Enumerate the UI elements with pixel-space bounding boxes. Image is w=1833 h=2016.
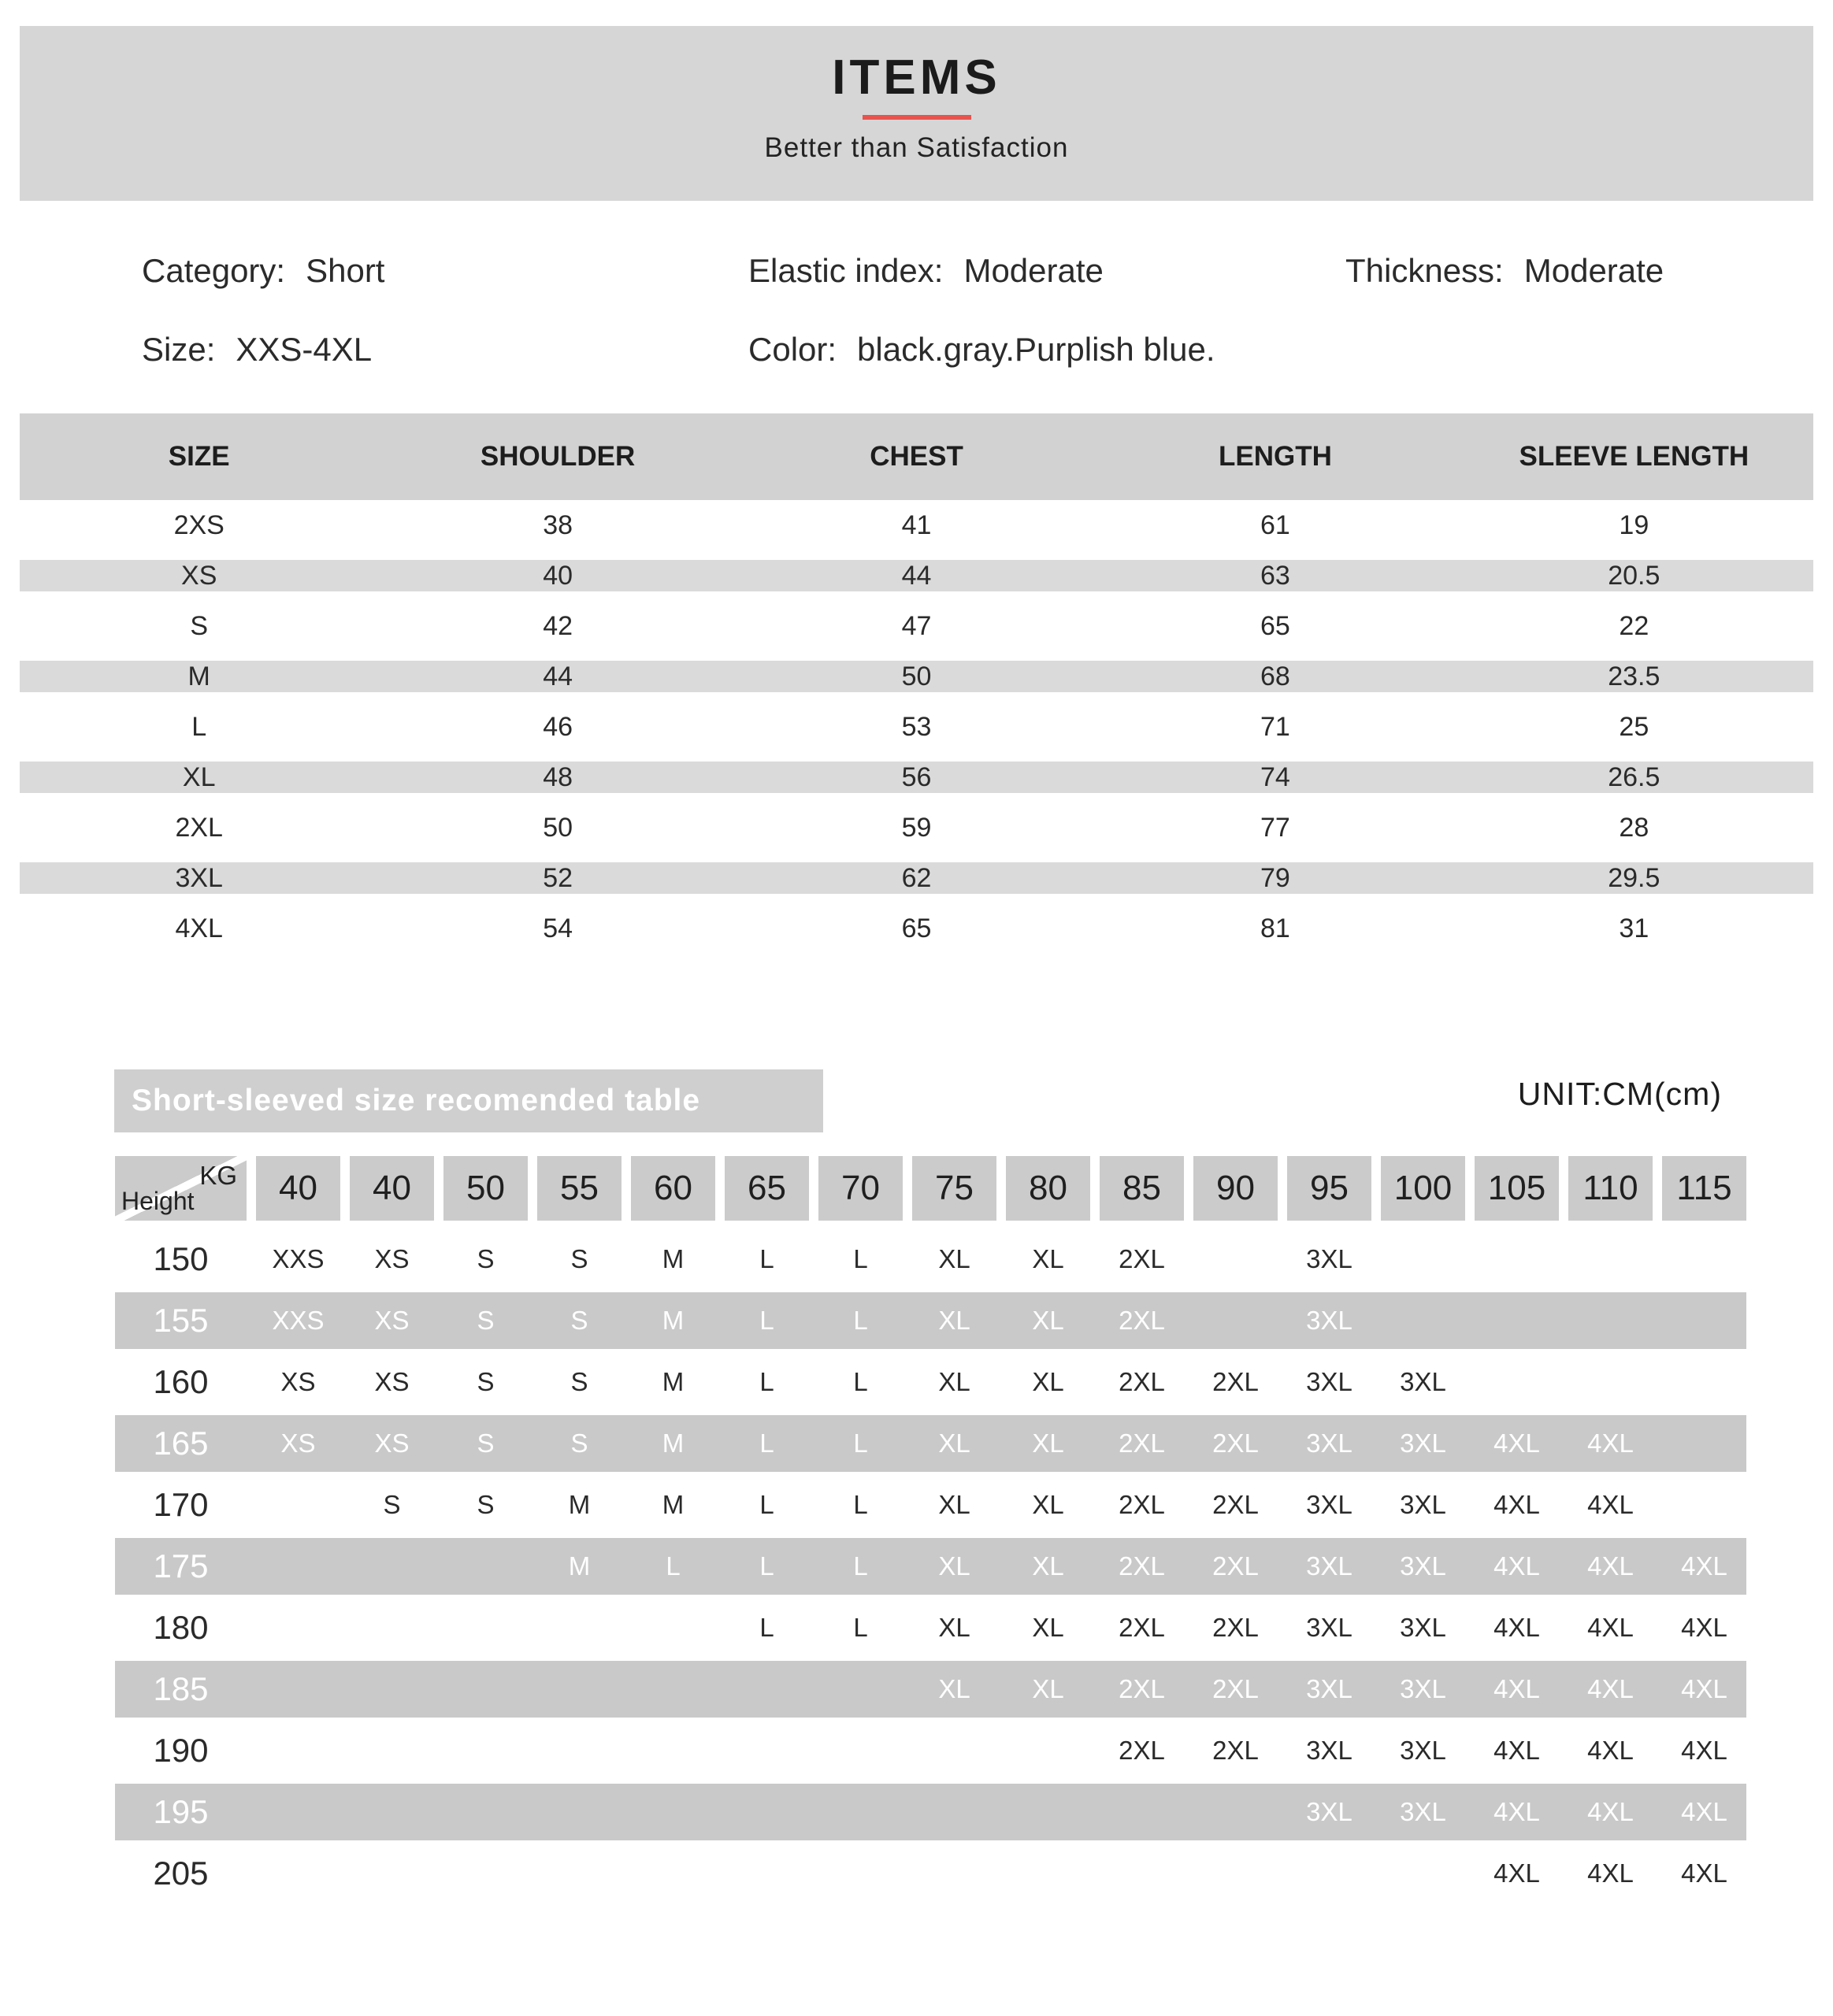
size-recommendation-cell: 2XL bbox=[1212, 1429, 1259, 1458]
kg-axis-label: KG bbox=[199, 1161, 237, 1190]
size-recommendation-cell: L bbox=[853, 1367, 868, 1396]
size-recommendation-cell: 3XL bbox=[1306, 1736, 1352, 1765]
weight-header-cell: 90 bbox=[1193, 1156, 1278, 1221]
size-recommendation-cell: 3XL bbox=[1306, 1551, 1352, 1581]
height-value: 205 bbox=[153, 1855, 209, 1892]
size-recommendation-cell: XL bbox=[938, 1429, 970, 1458]
table-cell: M bbox=[187, 661, 210, 691]
size-recommendation-cell: 3XL bbox=[1400, 1797, 1446, 1826]
size-recommendation-cell: 3XL bbox=[1400, 1613, 1446, 1642]
size-recommendation-cell: L bbox=[853, 1613, 868, 1642]
table-cell: 29.5 bbox=[1608, 862, 1660, 893]
table-cell: 63 bbox=[1260, 560, 1290, 591]
matrix-row bbox=[115, 1658, 1746, 1720]
size-recommendation-cell: XS bbox=[374, 1367, 410, 1396]
size-recommendation-cell: 3XL bbox=[1306, 1429, 1352, 1458]
size-recommendation-cell: S bbox=[477, 1244, 495, 1273]
size-recommendation-cell: 4XL bbox=[1493, 1797, 1540, 1826]
size-recommendation-cell: 3XL bbox=[1306, 1244, 1352, 1273]
size-recommendation-cell: 2XL bbox=[1212, 1367, 1259, 1396]
table-cell: 81 bbox=[1260, 913, 1290, 943]
size-recommendation-cell: 2XL bbox=[1212, 1613, 1259, 1642]
size-recommendation-cell: 4XL bbox=[1681, 1797, 1727, 1826]
size-recommendation-cell: 2XL bbox=[1119, 1490, 1165, 1519]
size-recommendation-cell: 4XL bbox=[1681, 1736, 1727, 1765]
size-recommendation-cell: XL bbox=[1032, 1306, 1064, 1335]
height-value: 195 bbox=[153, 1793, 209, 1830]
table-cell: 48 bbox=[543, 762, 573, 792]
table-row bbox=[20, 500, 1813, 550]
table-cell: 62 bbox=[901, 862, 932, 893]
attribute-value: Moderate bbox=[1523, 252, 1664, 289]
attribute-value: Moderate bbox=[963, 252, 1104, 289]
size-recommendation-cell: XL bbox=[938, 1613, 970, 1642]
size-recommendation-cell: 4XL bbox=[1493, 1613, 1540, 1642]
table-cell: 31 bbox=[1619, 913, 1649, 943]
weight-header-cell: 110 bbox=[1568, 1156, 1653, 1221]
size-recommendation-cell: XL bbox=[938, 1244, 970, 1273]
attribute-category bbox=[142, 252, 384, 290]
size-recommendation-cell: L bbox=[853, 1429, 868, 1458]
attribute-value: black.gray.Purplish blue. bbox=[857, 331, 1215, 368]
size-recommendation-cell: 4XL bbox=[1681, 1613, 1727, 1642]
size-recommendation-cell: 3XL bbox=[1400, 1551, 1446, 1581]
size-recommendation-cell: M bbox=[568, 1490, 591, 1519]
size-recommendation-cell: 2XL bbox=[1119, 1551, 1165, 1581]
table-cell: 59 bbox=[901, 812, 932, 843]
page-title: ITEMS bbox=[832, 50, 1001, 105]
size-recommendation-cell: S bbox=[477, 1490, 495, 1519]
table-cell: 61 bbox=[1260, 510, 1290, 540]
title-underline bbox=[863, 115, 971, 120]
table-cell: 4XL bbox=[175, 913, 223, 943]
table-cell: 40 bbox=[543, 560, 573, 591]
height-axis-label: Height bbox=[121, 1187, 195, 1215]
table-cell: 42 bbox=[543, 610, 573, 641]
size-recommendation-cell: S bbox=[477, 1367, 495, 1396]
table-cell: 38 bbox=[543, 510, 573, 540]
size-recommendation-cell: S bbox=[570, 1306, 588, 1335]
table-cell: 56 bbox=[901, 762, 932, 792]
table-cell: 65 bbox=[901, 913, 932, 943]
table-cell: 50 bbox=[901, 661, 932, 691]
table-cell: 74 bbox=[1260, 762, 1290, 792]
size-recommendation-cell: XXS bbox=[272, 1244, 325, 1273]
table-cell: 54 bbox=[543, 913, 573, 943]
size-recommendation-cell: XL bbox=[1032, 1429, 1064, 1458]
size-recommendation-cell: 4XL bbox=[1493, 1674, 1540, 1703]
size-recommendation-cell: 3XL bbox=[1306, 1797, 1352, 1826]
table-cell: 50 bbox=[543, 812, 573, 843]
size-recommendation-cell: XXS bbox=[272, 1306, 325, 1335]
size-recommendation-cell: 2XL bbox=[1119, 1367, 1165, 1396]
size-recommendation-cell: S bbox=[570, 1244, 588, 1273]
size-recommendation-cell: L bbox=[853, 1490, 868, 1519]
size-recommendation-cell: 2XL bbox=[1212, 1674, 1259, 1703]
size-recommendation-cell: M bbox=[662, 1306, 685, 1335]
size-recommendation-cell: 4XL bbox=[1587, 1490, 1634, 1519]
column-header-chest: CHEST bbox=[870, 441, 963, 472]
size-recommendation-cell: L bbox=[759, 1551, 774, 1581]
table-row bbox=[20, 853, 1813, 903]
unit-label: UNIT:CM(cm) bbox=[1517, 1076, 1722, 1112]
attribute-label: Category: bbox=[142, 252, 286, 289]
height-value: 160 bbox=[153, 1363, 209, 1400]
table-row bbox=[20, 651, 1813, 702]
table-cell: 22 bbox=[1619, 610, 1649, 641]
table-row bbox=[20, 802, 1813, 853]
table-cell: S bbox=[190, 610, 209, 641]
weight-header-cell: 115 bbox=[1662, 1156, 1746, 1221]
size-recommendation-cell: XL bbox=[938, 1551, 970, 1581]
measurement-table-header bbox=[20, 413, 1813, 500]
column-header-size: SIZE bbox=[168, 441, 230, 472]
table-cell: 25 bbox=[1619, 711, 1649, 742]
size-recommendation-cell: 3XL bbox=[1400, 1736, 1446, 1765]
weight-header-cell: 95 bbox=[1287, 1156, 1371, 1221]
attribute-label: Color: bbox=[748, 331, 837, 368]
size-recommendation-cell: 4XL bbox=[1587, 1429, 1634, 1458]
table-cell: 41 bbox=[901, 510, 932, 540]
size-recommendation-cell: L bbox=[853, 1244, 868, 1273]
height-value: 180 bbox=[153, 1609, 209, 1646]
weight-header-cell: 85 bbox=[1100, 1156, 1184, 1221]
size-recommendation-cell: 3XL bbox=[1400, 1490, 1446, 1519]
column-header-shoulder: SHOULDER bbox=[480, 441, 636, 472]
brand-tagline: Better than Satisfaction bbox=[764, 132, 1069, 163]
size-recommendation-cell: M bbox=[568, 1551, 591, 1581]
column-header-length: LENGTH bbox=[1218, 441, 1332, 472]
size-recommendation-cell: 4XL bbox=[1493, 1551, 1540, 1581]
column-header-sleeve-length: SLEEVE LENGTH bbox=[1519, 441, 1750, 472]
size-recommendation-cell: 2XL bbox=[1119, 1244, 1165, 1273]
size-recommendation-cell: XL bbox=[1032, 1613, 1064, 1642]
table-cell: 28 bbox=[1619, 812, 1649, 843]
table-cell: 53 bbox=[901, 711, 932, 742]
table-cell: 47 bbox=[901, 610, 932, 641]
weight-header-cell: 100 bbox=[1381, 1156, 1465, 1221]
table-cell: 52 bbox=[543, 862, 573, 893]
matrix-row bbox=[115, 1228, 1746, 1290]
weight-header-cell: 80 bbox=[1006, 1156, 1090, 1221]
attribute-value: XXS-4XL bbox=[236, 331, 373, 368]
size-recommendation-cell: XS bbox=[280, 1429, 316, 1458]
attribute-value: Short bbox=[306, 252, 385, 289]
size-recommendation-matrix bbox=[115, 1156, 1746, 1904]
size-recommendation-cell: 2XL bbox=[1119, 1674, 1165, 1703]
size-recommendation-cell: 2XL bbox=[1119, 1736, 1165, 1765]
size-recommendation-cell: L bbox=[759, 1306, 774, 1335]
size-recommendation-cell: 3XL bbox=[1306, 1674, 1352, 1703]
matrix-row bbox=[115, 1290, 1746, 1351]
size-recommendation-cell: M bbox=[662, 1429, 685, 1458]
table-cell: 23.5 bbox=[1608, 661, 1660, 691]
table-cell: 2XL bbox=[175, 812, 223, 843]
attribute-label: Size: bbox=[142, 331, 216, 368]
size-recommendation-cell: 4XL bbox=[1587, 1858, 1634, 1888]
size-recommendation-cell: 2XL bbox=[1119, 1613, 1165, 1642]
table-cell: 19 bbox=[1619, 510, 1649, 540]
table-row bbox=[20, 702, 1813, 752]
attribute-elastic-index bbox=[748, 252, 1104, 290]
size-recommendation-cell: L bbox=[759, 1244, 774, 1273]
size-recommendation-cell: S bbox=[570, 1367, 588, 1396]
height-value: 170 bbox=[153, 1486, 209, 1523]
size-recommendation-cell: XL bbox=[1032, 1551, 1064, 1581]
size-recommendation-cell: S bbox=[477, 1429, 495, 1458]
table-cell: 20.5 bbox=[1608, 560, 1660, 591]
table-cell: 79 bbox=[1260, 862, 1290, 893]
attribute-color bbox=[748, 331, 1215, 369]
attribute-label: Elastic index: bbox=[748, 252, 944, 289]
size-recommendation-cell: L bbox=[759, 1613, 774, 1642]
attribute-thickness bbox=[1345, 252, 1664, 290]
size-recommendation-cell: XL bbox=[938, 1306, 970, 1335]
weight-header-cell: 75 bbox=[912, 1156, 996, 1221]
brand-banner bbox=[20, 26, 1813, 201]
size-recommendation-cell: 2XL bbox=[1212, 1551, 1259, 1581]
table-cell: 44 bbox=[901, 560, 932, 591]
matrix-row bbox=[115, 1843, 1746, 1904]
table-cell: 77 bbox=[1260, 812, 1290, 843]
size-recommendation-cell: 4XL bbox=[1587, 1736, 1634, 1765]
size-recommendation-cell: XS bbox=[280, 1367, 316, 1396]
size-recommendation-cell: 4XL bbox=[1587, 1613, 1634, 1642]
size-recommendation-cell: XL bbox=[938, 1490, 970, 1519]
size-recommendation-cell: XL bbox=[1032, 1490, 1064, 1519]
size-recommendation-cell: L bbox=[666, 1551, 681, 1581]
size-recommendation-cell: 3XL bbox=[1306, 1367, 1352, 1396]
size-recommendation-cell: 2XL bbox=[1119, 1429, 1165, 1458]
matrix-row bbox=[115, 1474, 1746, 1536]
size-recommendation-cell: XL bbox=[1032, 1367, 1064, 1396]
matrix-row bbox=[115, 1781, 1746, 1843]
weight-header-cell: 40 bbox=[256, 1156, 340, 1221]
size-recommendation-cell: 3XL bbox=[1306, 1490, 1352, 1519]
table-cell: L bbox=[191, 711, 207, 742]
size-recommendation-cell: L bbox=[853, 1551, 868, 1581]
size-recommendation-cell: 4XL bbox=[1587, 1797, 1634, 1826]
size-recommendation-cell: XL bbox=[938, 1367, 970, 1396]
size-recommendation-cell: XS bbox=[374, 1244, 410, 1273]
axis-corner-cell bbox=[115, 1156, 247, 1221]
matrix-row bbox=[115, 1720, 1746, 1781]
table-cell: 44 bbox=[543, 661, 573, 691]
measurement-table bbox=[20, 413, 1813, 954]
attribute-label: Thickness: bbox=[1345, 252, 1504, 289]
size-recommendation-cell: 4XL bbox=[1493, 1429, 1540, 1458]
size-recommendation-cell: 3XL bbox=[1306, 1306, 1352, 1335]
table-cell: 3XL bbox=[175, 862, 223, 893]
size-recommendation-cell: 2XL bbox=[1212, 1736, 1259, 1765]
table-row bbox=[20, 903, 1813, 954]
table-row bbox=[20, 550, 1813, 601]
matrix-row bbox=[115, 1536, 1746, 1597]
size-recommendation-cell: 4XL bbox=[1493, 1858, 1540, 1888]
weight-header-cell: 40 bbox=[350, 1156, 434, 1221]
size-recommendation-cell: 3XL bbox=[1400, 1429, 1446, 1458]
height-value: 150 bbox=[153, 1240, 209, 1277]
table-cell: 65 bbox=[1260, 610, 1290, 641]
size-recommendation-cell: S bbox=[570, 1429, 588, 1458]
height-value: 190 bbox=[153, 1732, 209, 1769]
matrix-row bbox=[115, 1351, 1746, 1413]
height-value: 175 bbox=[153, 1547, 209, 1584]
recommend-table-title: Short-sleeved size recomended table bbox=[114, 1069, 823, 1132]
measurement-table-body bbox=[20, 500, 1813, 954]
weight-header-cell: 55 bbox=[537, 1156, 622, 1221]
matrix-body bbox=[115, 1228, 1746, 1904]
matrix-row bbox=[115, 1597, 1746, 1658]
size-recommendation-cell: XL bbox=[1032, 1244, 1064, 1273]
size-recommendation-cell: 4XL bbox=[1681, 1858, 1727, 1888]
size-recommendation-cell: 3XL bbox=[1306, 1613, 1352, 1642]
size-recommendation-cell: M bbox=[662, 1490, 685, 1519]
weight-header-cell: 50 bbox=[443, 1156, 528, 1221]
size-recommendation-cell: 2XL bbox=[1119, 1306, 1165, 1335]
table-cell: 26.5 bbox=[1608, 762, 1660, 792]
size-recommendation-cell: XS bbox=[374, 1429, 410, 1458]
size-recommendation-cell: XS bbox=[374, 1306, 410, 1335]
height-value: 185 bbox=[153, 1670, 209, 1707]
weight-header-cell: 70 bbox=[818, 1156, 903, 1221]
size-recommendation-cell: S bbox=[477, 1306, 495, 1335]
table-row bbox=[20, 752, 1813, 802]
size-recommendation-cell: M bbox=[662, 1367, 685, 1396]
table-row bbox=[20, 601, 1813, 651]
table-cell: 68 bbox=[1260, 661, 1290, 691]
size-recommendation-cell: 4XL bbox=[1587, 1551, 1634, 1581]
size-recommendation-cell: 2XL bbox=[1212, 1490, 1259, 1519]
size-recommendation-cell: L bbox=[853, 1306, 868, 1335]
size-recommendation-cell: M bbox=[662, 1244, 685, 1273]
size-recommendation-cell: 3XL bbox=[1400, 1674, 1446, 1703]
weight-header-cell: 60 bbox=[631, 1156, 715, 1221]
weight-header-cell: 105 bbox=[1475, 1156, 1559, 1221]
size-recommendation-cell: L bbox=[759, 1490, 774, 1519]
height-value: 165 bbox=[153, 1425, 209, 1462]
attribute-size-range bbox=[142, 331, 372, 369]
table-cell: XS bbox=[181, 560, 217, 591]
size-recommendation-cell: 4XL bbox=[1493, 1736, 1540, 1765]
height-value: 155 bbox=[153, 1302, 209, 1339]
table-cell: 2XS bbox=[173, 510, 224, 540]
size-recommendation-cell: 4XL bbox=[1587, 1674, 1634, 1703]
size-recommendation-cell: L bbox=[759, 1367, 774, 1396]
matrix-header-row bbox=[115, 1156, 1746, 1221]
table-cell: XL bbox=[182, 762, 216, 792]
size-recommendation-cell: 4XL bbox=[1681, 1551, 1727, 1581]
size-recommendation-cell: XL bbox=[1032, 1674, 1064, 1703]
size-recommendation-cell: 4XL bbox=[1493, 1490, 1540, 1519]
table-cell: 46 bbox=[543, 711, 573, 742]
size-recommendation-cell: L bbox=[759, 1429, 774, 1458]
size-recommendation-cell: 3XL bbox=[1400, 1367, 1446, 1396]
weight-header-cell: 65 bbox=[725, 1156, 809, 1221]
size-recommendation-cell: S bbox=[383, 1490, 401, 1519]
matrix-row bbox=[115, 1413, 1746, 1474]
size-recommendation-cell: XL bbox=[938, 1674, 970, 1703]
table-cell: 71 bbox=[1260, 711, 1290, 742]
size-recommendation-cell: 4XL bbox=[1681, 1674, 1727, 1703]
